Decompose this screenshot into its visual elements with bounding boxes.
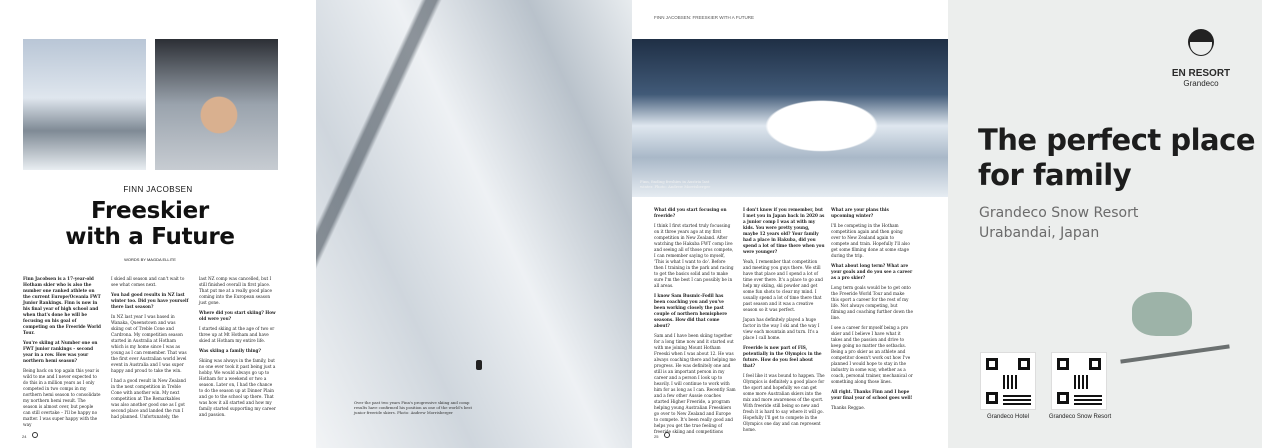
resort-advert-page	[948, 0, 1262, 448]
question: You're skiing at Number one on FWT junior rankings – second year in a row. How was your northern hemi season?	[23, 340, 98, 363]
question: What did you start focusing on freeride?	[654, 207, 727, 218]
brand-logo-lower-icon	[1189, 42, 1213, 56]
intro-paragraph: Finn Jacobsen is a 17-year-old Hotham skier who is also the number one ranked athlete on the current Europe/Oceania FWT Junior Rankings. Finn is now in his final year of high school and when that's done he will be focusing on his goal of competing on the Freeride World Tour.	[23, 276, 101, 335]
article-column-3	[831, 207, 913, 415]
article-column-3	[199, 276, 277, 422]
article-opener-page	[0, 0, 316, 448]
question: All right. Thanks Finn and I hope your final year of school goes well!	[831, 389, 913, 400]
skier-portrait-photo	[155, 39, 278, 170]
question: What are your plans this upcoming winter?	[831, 207, 889, 218]
answer: Thanks Reggae.	[831, 405, 865, 410]
answer: I had a good result in New Zealand in the next competition in Treble Cone with another win. My next competition at The Remarkables was also another good one as I got second place and landed the run I had planned. Unfortunately, the	[111, 378, 186, 419]
snow-resort-qr-code[interactable]	[1051, 352, 1107, 410]
question: Freeride is now part of FIS, potentially in the Olympics in the future. How do you feel about that?	[743, 345, 822, 368]
name-kicker: FINN JACOBSEN	[123, 185, 193, 194]
advert-subtitle-line1: Grandeco Snow Resort	[979, 205, 1139, 221]
advert-title-line2: for family	[978, 158, 1132, 192]
answer: I feel like it was bound to happen. The Olympics is definitely a good place for the sport and hopefully we can get some more Australian skiers into the mix and more awareness of the sport. With freeride still being so new and fresh it is hard to say where it will go. Hopefully I'll get to compete in the Olympics one day and can represent home.	[743, 373, 825, 432]
snow-resort-qr-label: Grandeco Snow Resort	[1048, 414, 1112, 420]
steep-slope-photo	[316, 0, 632, 448]
headline-line1: Freeskier	[91, 198, 209, 224]
answer: I'll be competing in the Hotham competition again and then going over to New Zealand again to compete and train. Hopefully I'll also get some filming done at some stage during the trip.	[831, 223, 910, 258]
brand-name: EN RESORT	[1171, 68, 1231, 79]
magazine-logo-icon	[664, 432, 670, 438]
skier-figure-icon	[476, 360, 482, 370]
brand-subname: Grandeco	[1183, 79, 1219, 88]
hotel-qr-label: Grandeco Hotel	[986, 414, 1030, 420]
question: I know Sam Busmic-Fodil has been coaching you and you've been working closely the past couple of northern hemisphere seasons. How did that come about?	[654, 293, 728, 328]
answer: I started skiing at the age of two or three up at Mt Hotham and have skied at Hotham my entire life.	[199, 326, 275, 343]
running-head: FINN JACOBSEN: FREESKIER WITH A FUTURE	[654, 15, 755, 20]
page-number: 25	[654, 434, 659, 439]
page-number: 24	[22, 434, 27, 439]
magazine-logo-icon	[32, 432, 38, 438]
answer: I see a career for myself being a pro skier and I believe I have what it takes and the passion and drive to keep going no matter the setbacks. Being a pro skier as an athlete and competitor doesn't work out how I've planned I would hope to stay in the industry in some way, whether as a coach, personal trainer, mechanical or something along those lines.	[831, 325, 913, 384]
answer: In NZ last year I was based in Wanaka, Queenstown and was skiing out of Treble Cone and Cardrona. My competition season started in Australia at Hotham which is my home since I was as young as I can remember. That was the first ever Australian world level event in Australia and I was super happy and proud to take the win.	[111, 314, 187, 373]
answer: Being back on top again this year is wild to me and I never expected to do this in a million years as I only competed in two comps in my northern hemi season to consolidate my northern hemi result. The season is almost over, but people can still overtake – I'll be happy no matter. I was super happy with the way	[23, 368, 101, 427]
answer: Japan has definitely played a huge factor in the way I ski and the way I view each mountain and turn. It's a place I call home.	[743, 317, 820, 340]
photo-caption: Over the past two years Finn's progressive skiing and comp results have confirmed his position as one of the world's best junior freeride skiers. Photo: Andrew Morrisberger	[354, 400, 472, 415]
answer: Long term goals would be to get onto the Freeride World Tour and make this sport a career for the rest of my life. Not always competing, but filming and coaching further down the line.	[831, 285, 913, 320]
photo-caption: Finn, finding freshies in Austria last winter. Photo: Andrew Morrisberger	[640, 179, 711, 189]
article-continuation-page	[632, 0, 948, 448]
question: Was skiing a family thing?	[199, 348, 261, 353]
question: What about long term? What are your goals and do you see a career as a pro skier?	[831, 263, 913, 280]
question: Where did you start skiing? How old were you?	[199, 310, 276, 321]
answer: I think I first started truly focussing on it three years ago at my first competition in New Zealand. After watching the Hakuba FWT comp live and seeing all of those pros compete, I can remember saying to myself, 'This is what I want to do'. Before then I training in the park and racing to get the basics solid and to make sure I'm the best I can possibly be in all areas.	[654, 223, 734, 288]
byline: WORDS BY MAGDA ELLITE	[124, 257, 176, 262]
answer: Skiing was always in the family, but no one ever took it past being just a hobby. We would always go up to Hotham for a weekend or two a season. Later on, I had the chance to do the season up at Dinner Plain and go to the school up there. That was how it all started and how my family started supporting my career and passion.	[199, 358, 276, 417]
answer: Sam and I have been skiing together for a long time now and it started out with me joining Mount Hotham Freeski when I was about 12. He was always coaching there and helping me progress. He was definitely one and still is an important person in my career and a person I look up to heavily. I will continue to work with him for as long as I can. Recently Sam and a few other Aussie coaches started Higher Freeride, a program helping young Australian Freeskiers go over to New Zealand and Europe to compete. It's been really good and helps you get the true feeling of freeride skiing and competitions	[654, 333, 736, 434]
answer: Yeah, I remember that competition and meeting you guys there. We still have that place and I spend a lot of time over there. It's a place to go and help my skiing, ski powder and get some fun shots to clear my mind. I usually spend a lot of time there that past season and it was a creative season so it was perfect.	[743, 259, 823, 312]
skier-on-ridge-photo	[23, 39, 146, 170]
skier-photo	[1098, 270, 1262, 370]
article-column-2	[111, 276, 189, 424]
question: I don't know if you remember, but I met you in Japan back in 2020 as a junior comp I was at with my kids. You were pretty young, maybe 12 years old? Your family had a place in Hakuba, did you spend a lot of time there when you were younger?	[743, 207, 825, 254]
advert-subtitle-line2: Urabandai, Japan	[979, 225, 1100, 241]
article-column-1	[23, 276, 101, 432]
article-column-2	[743, 207, 825, 437]
question: You had good results in NZ last winter too. Did you have yourself there last season?	[111, 292, 189, 309]
powder-skiing-photo	[632, 39, 948, 197]
answer: last NZ comp was cancelled, but I still finished overall in first place. That put me at a really good place coming into the European season just gone.	[199, 276, 272, 305]
headline-line2: with a Future	[65, 224, 235, 250]
advert-title-line1: The perfect place	[978, 123, 1255, 157]
hotel-qr-code[interactable]	[980, 352, 1036, 410]
article-column-1	[654, 207, 736, 439]
answer: I skied all season and can't wait to see what comes next.	[111, 276, 185, 287]
